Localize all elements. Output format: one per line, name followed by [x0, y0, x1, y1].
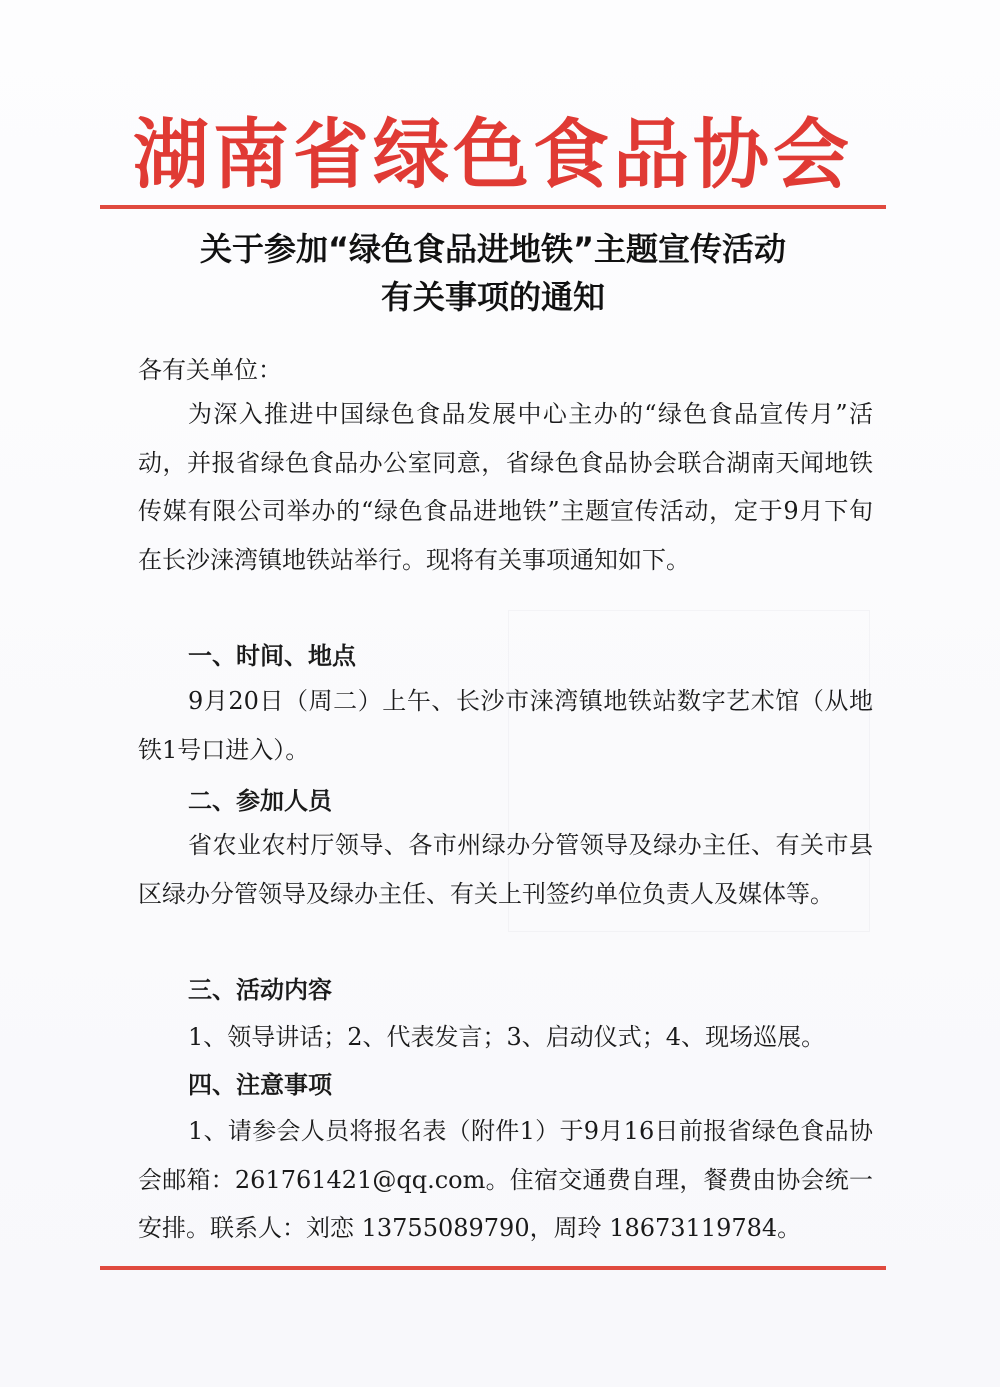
section-text-content: 1、领导讲话；2、代表发言；3、启动仪式；4、现场巡展。	[188, 1023, 826, 1051]
salutation: 各有关单位：	[138, 356, 282, 384]
notice-title-line2: 有关事项的通知	[380, 278, 605, 316]
top-red-rule	[100, 205, 886, 209]
section-heading-participants: 二、参加人员	[188, 787, 332, 815]
section-text-notes: 1、请参会人员将报名表（附件1）于9月16日前报省绿色食品协会邮箱：261761421@qq.com。住宿交通费自理，餐费由协会统一安排。联系人：刘恋 13755089790，周玲 18673119784。	[138, 1117, 873, 1242]
section-heading-content: 三、活动内容	[188, 976, 332, 1004]
section-heading-notes: 四、注意事项	[188, 1071, 332, 1099]
intro-paragraph: 为深入推进中国绿色食品发展中心主办的“绿色食品宣传月”活动，并报省绿色食品办公室同意，省绿色食品协会联合湖南天闻地铁传媒有限公司举办的“绿色食品进地铁”主题宣传活动，定于9月下旬在长沙涞湾镇地铁站举行。现将有关事项通知如下。	[138, 400, 873, 574]
section-text-time-place: 9月20日（周二）上午、长沙市涞湾镇地铁站数字艺术馆（从地铁1号口进入）。	[138, 687, 873, 764]
section-heading-time-place: 一、时间、地点	[188, 642, 356, 670]
section-text-participants: 省农业农村厅领导、各市州绿办分管领导及绿办主任、有关市县区绿办分管领导及绿办主任、有关上刊签约单位负责人及媒体等。	[138, 831, 873, 908]
bottom-red-rule	[100, 1266, 886, 1270]
letterhead-title: 湖南省绿色食品协会	[133, 110, 853, 199]
notice-title-line1: 关于参加“绿色食品进地铁”主题宣传活动	[199, 230, 787, 268]
